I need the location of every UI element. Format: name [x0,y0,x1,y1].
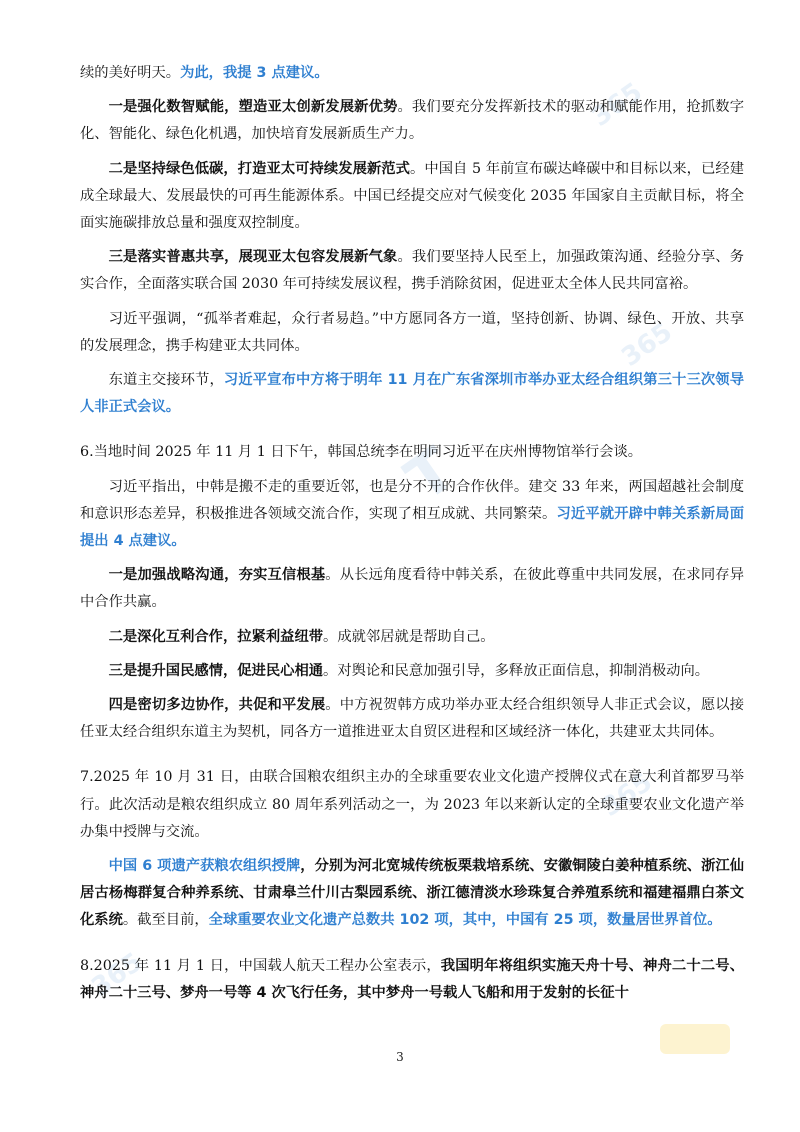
bold-text: 二是坚持绿色低碳，打造亚太可持续发展新范式 [108,160,410,177]
text-run: 。从长远角度看待中韩关系，在彼此尊重中共同发展，在求同存异中合作共赢。 [80,567,745,611]
paragraph [80,244,744,298]
text-run: 。截至目前， [122,912,209,929]
paragraph [80,474,744,556]
watermark: 365 [86,947,148,1003]
paragraph [80,953,744,1007]
text-run: 7.2025 年 10 月 31 日，由联合国粮农组织主办的全球重要农业文化遗产授牌仪式在意大利首都罗马举行。此次活动是粮农组织成立 80 周年系列活动之一，为 2023 年以来新认定的全球重要农业文化遗产举办集中授牌与交流。 [80,769,744,840]
paragraph [80,94,744,148]
highlight-text: 全球重要农业文化遗产总数共 102 项，其中，中国有 25 项，数量居世界首位。 [208,912,722,929]
paragraph [80,692,744,746]
watermark: 365 [586,77,648,133]
highlight-text: 习近平就开辟中韩关系新局面提出 4 点建议。 [80,505,745,550]
paragraph [80,764,744,846]
bold-text: 二是深化互利合作，拉紧利益纽带 [108,628,324,645]
paragraph [80,624,744,651]
text-run: 习近平强调，“孤举者难起，众行者易趋。”中方愿同各方一道，坚持创新、协调、绿色、开放、共享的发展理念，携手构建亚太共同体。 [80,310,744,354]
text-run: 。对舆论和民意加强引导，多释放正面信息，抑制消极动向。 [323,662,710,679]
text-run: 东道主交接环节， [108,372,224,389]
text-run: 。成就邻居就是帮助自己。 [323,628,495,645]
document-body [80,60,744,1014]
text-run: 。我们要坚持人民至上，加强政策沟通、经验分享、务实合作，全面落实联合国 2030 年可持续发展议程，携手消除贫困，促进亚太全体人民共同富裕。 [80,249,745,293]
paragraph [80,306,744,360]
bold-text: 三是提升国民感情，促进民心相通 [108,662,324,679]
highlight-text: 习近平宣布中方将于明年 11 月在广东省深圳市举办亚太经合组织第三十三次领导人非正式会议。 [80,372,744,416]
bold-text: ，分别为河北宽城传统板栗栽培系统、安徽铜陵白姜种植系统、浙江仙居古杨梅群复合种养系统、甘肃皋兰什川古梨园系统、浙江德清淡水珍珠复合养殖系统和福建福鼎白茶文化系统 [80,858,744,929]
watermark: 365 [596,767,658,823]
bold-text: 四是密切多边协作，共促和平发展 [108,697,326,714]
text-run: 8.2025 年 11 月 1 日，中国载人航天工程办公室表示， [80,957,441,974]
bold-text: 一是强化数智赋能，塑造亚太创新发展新优势 [108,99,398,116]
bold-text: 我国明年将组织实施天舟十号、神舟二十二号、神舟二十三号、梦舟一号等 4 次飞行任务，其中梦舟一号载人飞船和用于发射的长征十 [80,957,744,1001]
text-run: 。中方祝贺韩方成功举办亚太经合组织领导人非正式会议，愿以接任亚太经合组织东道主为契机，同各方一道推进亚太自贸区进程和区域经济一体化，共建亚太共同体。 [80,697,745,741]
paragraph [80,367,744,421]
watermark: T [393,434,468,516]
text-run: 续的美好明天。 [80,65,181,81]
text-run: 。我们要充分发挥新技术的驱动和赋能作用，抢抓数字化、智能化、绿色化机遇，加快培育发展新质生产力。 [80,99,745,143]
paragraph [80,156,744,238]
text-run: 6.当地时间 2025 年 11 月 1 日下午，韩国总统李在明同习近平在庆州博物馆举行会谈。 [80,444,643,461]
text-run: 习近平指出，中韩是搬不走的重要近邻，也是分不开的合作伙伴。建交 33 年来，两国超越社会制度和意识形态差异，积极推进各领域交流合作，实现了相互成就、共同繁荣。 [80,478,744,522]
highlight-text: 为此，我提 3 点建议。 [180,65,329,81]
paragraph [80,439,744,466]
paragraph [80,853,744,935]
page-number: 3 [396,1050,404,1064]
bold-text: 三是落实普惠共享，展现亚太包容发展新气象 [108,249,398,266]
paragraph [80,60,744,87]
highlight-text: 中国 6 项遗产获粮农组织授牌 [108,858,301,875]
paragraph [80,658,744,685]
paragraph [80,562,744,616]
text-run: 。中国自 5 年前宣布碳达峰碳中和目标以来，已经建成全球最大、发展最快的可再生能源体系。中国已经提交应对气候变化 2035 年国家自主贡献目标，将全面实施碳排放总量和强度双控制度。 [80,160,744,232]
bold-text: 一是加强战略沟通，夯实互信根基 [108,567,326,584]
watermark: 365 [616,317,678,373]
